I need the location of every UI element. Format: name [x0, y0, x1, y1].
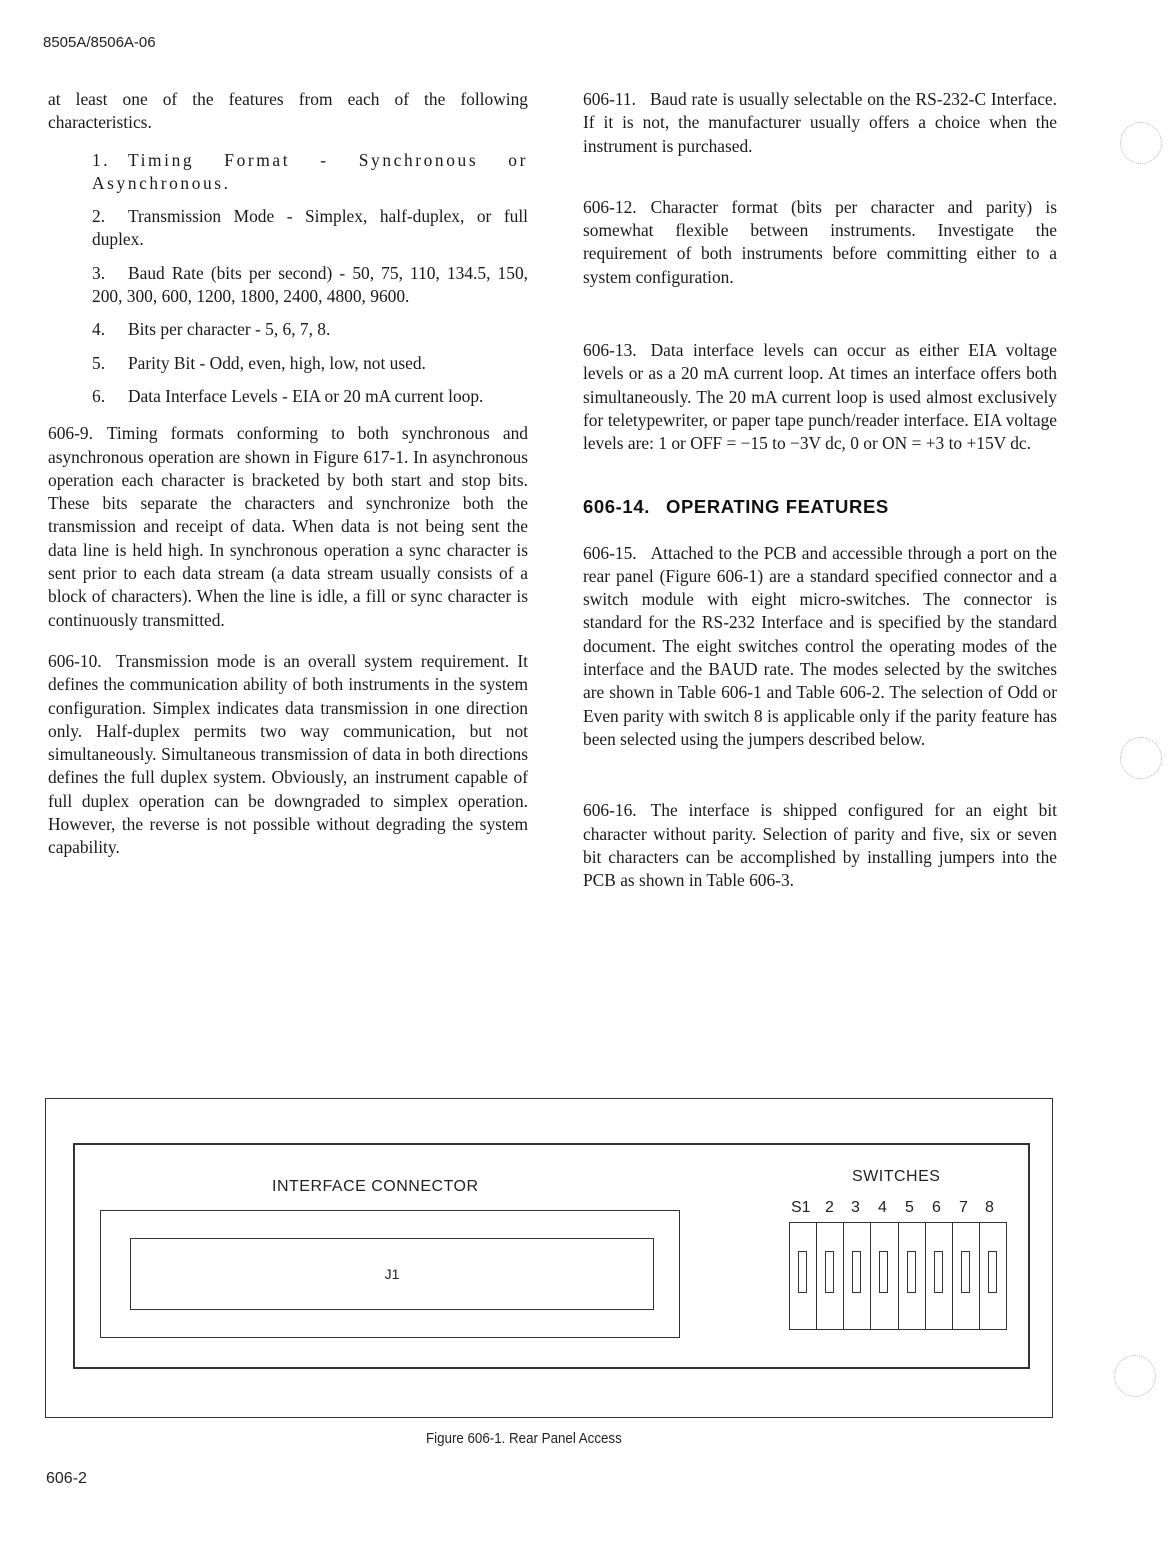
paragraph-606-16: 606-16. The interface is shipped configured for an eight bit character without parity. Selection of parity and five, six or seven bit characters can be accomplished by installing jumpers into the PCB as shown in Table 606-3. — [583, 800, 1057, 891]
dip-switch-1 — [790, 1223, 817, 1329]
dip-switch-4 — [871, 1223, 898, 1329]
switch-number: 3 — [851, 1199, 860, 1216]
switch-number: S1 — [791, 1199, 811, 1216]
dip-switch-6 — [926, 1223, 953, 1329]
switch-toggle-icon — [988, 1251, 997, 1293]
punch-hole-icon — [1120, 122, 1162, 164]
paragraph-606-10: 606-10. Transmission mode is an overall system requirement. It defines the communication ability of both instruments in the system configuration. Simplex indicates data transmission in one direction only. Half-duplex permits two way communication, but not simultaneously. Simultaneous transmission of data in both directions defines the full duplex system. Obviously, an instrument capable of full duplex operation can be downgraded to simplex operation. However, the reverse is not possible without degrading the system capability. — [48, 650, 528, 858]
paragraph-606-12: 606-12. Character format (bits per character and parity) is somewhat flexible between instruments. Investigate the requirement of both instruments before committing either to a system configuration. — [583, 196, 1057, 287]
list-item: 4. Bits per character - 5, 6, 7, 8. — [92, 319, 331, 340]
figure-caption: Figure 606-1. Rear Panel Access — [426, 1431, 622, 1447]
paragraph-606-9: 606-9. Timing formats conforming to both synchronous and asynchronous operation are shown in Figure 617-1. In asynchronous operation each character is bracketed by both start and stop bits. These bits separate the characters and synchronize both the transmission and receipt of data. When data is not being sent the data line is held high. In synchronous operation a sync character is sent prior to each data stream (a data stream usually consists of a block of characters). When the line is idle, a fill or sync character is continuously transmitted. — [48, 423, 528, 630]
dip-switch-2 — [817, 1223, 844, 1329]
punch-hole-icon — [1120, 737, 1162, 779]
page-number: 606-2 — [46, 1470, 87, 1487]
dip-switch-8 — [980, 1223, 1006, 1329]
characteristics-list — [48, 149, 528, 409]
connector-j1 — [130, 1238, 654, 1310]
switch-toggle-icon — [907, 1251, 916, 1293]
switch-number: 8 — [985, 1199, 994, 1216]
punch-hole-icon — [1114, 1355, 1156, 1397]
switches-label: SWITCHES — [852, 1168, 941, 1185]
list-item: 2. Transmission Mode - Simplex, half-duplex, or full duplex. — [92, 206, 528, 250]
dip-switch-7 — [953, 1223, 980, 1329]
paragraph-606-13: 606-13. Data interface levels can occur as either EIA voltage levels or as a 20 mA current loop. At times an interface offers both simultaneously. The 20 mA current loop is used almost exclusively for teletypewriter, or paper tape punch/reader interface. EIA voltage levels are: 1 or OFF = −15 to −3V dc, 0 or ON = +3 to +15V dc. — [583, 340, 1057, 454]
connector-id: J1 — [384, 1266, 400, 1282]
dip-switch-3 — [844, 1223, 871, 1329]
switch-numbers — [788, 1199, 1008, 1219]
switch-number: 2 — [825, 1199, 834, 1216]
switch-number: 6 — [932, 1199, 941, 1216]
switch-toggle-icon — [798, 1251, 807, 1293]
intro-text: at least one of the features from each of the following characteristics. — [48, 89, 528, 133]
left-column — [48, 88, 528, 860]
interface-connector-label: INTERFACE CONNECTOR — [272, 1178, 479, 1195]
switch-number: 5 — [905, 1199, 914, 1216]
section-heading: 606-14. OPERATING FEATURES — [583, 495, 889, 517]
paragraph-606-15: 606-15. Attached to the PCB and accessible through a port on the rear panel (Figure 606-1) are a standard specified connector and a switch module with eight micro-switches. The connector is standard for the RS-232 Interface and is specified by the standard document. The eight switches control the operating modes of the interface and the BAUD rate. The modes selected by the switches are shown in Table 606-1 and Table 606-2. The selection of Odd or Even parity with switch 8 is applicable only if the parity feature has been selected using the jumpers described below. — [583, 542, 1057, 749]
switch-toggle-icon — [825, 1251, 834, 1293]
switch-toggle-icon — [961, 1251, 970, 1293]
dip-switch-5 — [899, 1223, 926, 1329]
list-item: 6. Data Interface Levels - EIA or 20 mA current loop. — [92, 385, 484, 406]
list-item: 5. Parity Bit - Odd, even, high, low, not used. — [92, 352, 426, 373]
switch-toggle-icon — [879, 1251, 888, 1293]
switch-number: 7 — [959, 1199, 968, 1216]
right-column — [583, 88, 1057, 892]
document-id: 8505A/8506A-06 — [43, 34, 156, 51]
dip-switch-module — [789, 1222, 1007, 1330]
switch-toggle-icon — [934, 1251, 943, 1293]
list-item: 3. Baud Rate (bits per second) - 50, 75, 110, 134.5, 150, 200, 300, 600, 1200, 1800, 2400, 4800, 9600. — [92, 262, 528, 307]
switch-number: 4 — [878, 1199, 887, 1216]
list-item: 1. Timing Format - Synchronous or Asynchronous. — [92, 149, 528, 193]
switch-toggle-icon — [852, 1251, 861, 1293]
paragraph-606-11: 606-11. Baud rate is usually selectable on the RS-232-C Interface. If it is not, the manufacturer usually offers a choice when the instrument is purchased. — [583, 89, 1057, 156]
